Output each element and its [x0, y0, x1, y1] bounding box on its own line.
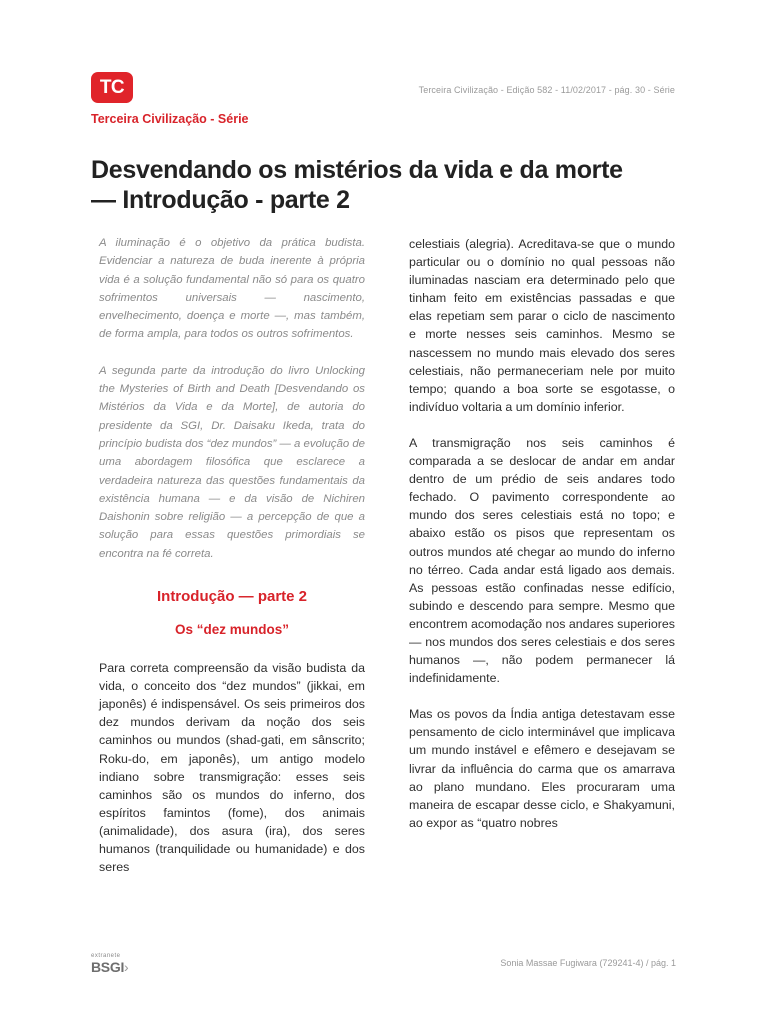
body-paragraph: celestiais (alegria). Acreditava-se que o mundo particular ou o domínio no qual pessoas não iluminadas nasciam era determinado pelo que tinham feito em existências passadas e que elas repetiam sem parar o ciclo de nascimento e morte nesses seis caminhos. Mesmo se nascessem no mundo mais elevado dos seres celestiais, não permaneceriam nele por muito tempo; quando a boa sorte se esgotasse, o indivíduo voltaria a um domínio inferior.	[409, 237, 675, 414]
footer-page-info: Sonia Massae Fugiwara (729241-4) / pág. 1	[500, 958, 676, 968]
article-title: Desvendando os mistérios da vida e da morte — Introdução - parte 2	[91, 156, 623, 214]
bsgi-wordmark: BSGI	[91, 959, 125, 975]
body-paragraph: Para correta compreensão da visão budista da vida, o conceito dos “dez mundos” (jikkai, em japonês) é indispensável. Os seis primeiros dos dez mundos derivam da noção dos seis caminhos ou mundos (shad-gati, em sânscrito; Roku-do, em japonês), um antigo modelo indiano sobre transmigração: esses seis caminhos são os mundos do inferno, dos espíritos famintos (fome), dos animais (animalidade), dos asura (ira), dos seres humanos (tranquilidade ou humanidade) e dos seres	[99, 661, 365, 875]
tc-logo: TC	[91, 72, 133, 103]
right-column	[409, 235, 675, 850]
subheading-dez-mundos: Os “dez mundos”	[174, 622, 289, 638]
chevron-right-icon: ›	[124, 959, 129, 975]
section-label: Terceira Civilização - Série	[91, 112, 249, 126]
intro-paragraph: A iluminação é o objetivo da prática budista. Evidenciar a natureza de buda inerente à própria vida é a solução fundamental não só para os quatro sofrimentos universais — nascimento, envelhecimento, doença e morte —, mas também, de forma ampla, para todos os outros sofrimentos.	[99, 237, 365, 341]
bsgi-logo-text	[91, 960, 128, 975]
article-intro	[99, 234, 365, 563]
body-paragraph: Mas os povos da Índia antiga detestavam esse pensamento de ciclo interminável que implicava um mundo instável e efêmero e desejavam se livrar da influência do carma que os amarrava ao plano mundano. Eles procuraram uma maneira de escapar desse ciclo, e Shakyamuni, ao expor as “quatro nobres	[409, 707, 675, 830]
bsgi-logo-small-text: extranete	[91, 953, 121, 959]
bsgi-logo	[91, 953, 128, 975]
subheading-introducao: Introdução — parte 2	[156, 588, 308, 606]
left-column	[99, 234, 365, 894]
intro-paragraph: A segunda parte da introdução do livro Unlocking the Mysteries of Birth and Death [Desvendando os Mistérios da Vida e da Morte], de autoria do presidente da SGI, Dr. Daisaku Ikeda, trata do princípio budista dos “dez mundos” — a evolução de uma abordagem filosófica que esclarece a verdadeira natureza das questões fundamentais da existência humana — e da visão de Nichiren Daishonin sobre religião — a percepção de que a solução para essas questões primordiais se encontra na fé correta.	[99, 364, 365, 560]
body-paragraph: A transmigração nos seis caminhos é comparada a se deslocar de andar em andar dentro de um prédio de seis andares todo fechado. O pavimento correspondente ao mundo dos seres celestiais está no topo; e abaixo estão os pisos que representam os outros mundos até chegar ao mundo do inferno no térreo. Cada andar está ligado aos demais. As pessoas estão confinadas nesse edifício, subindo e descendo para sempre. Mesmo que encontrem acomodação nos andares superiores — nos mundos dos seres celestiais e dos seres humanos —, não podem permanecer lá indefinidamente.	[409, 435, 675, 686]
edition-meta: Terceira Civilização - Edição 582 - 11/02/2017 - pág. 30 - Série	[418, 85, 675, 95]
